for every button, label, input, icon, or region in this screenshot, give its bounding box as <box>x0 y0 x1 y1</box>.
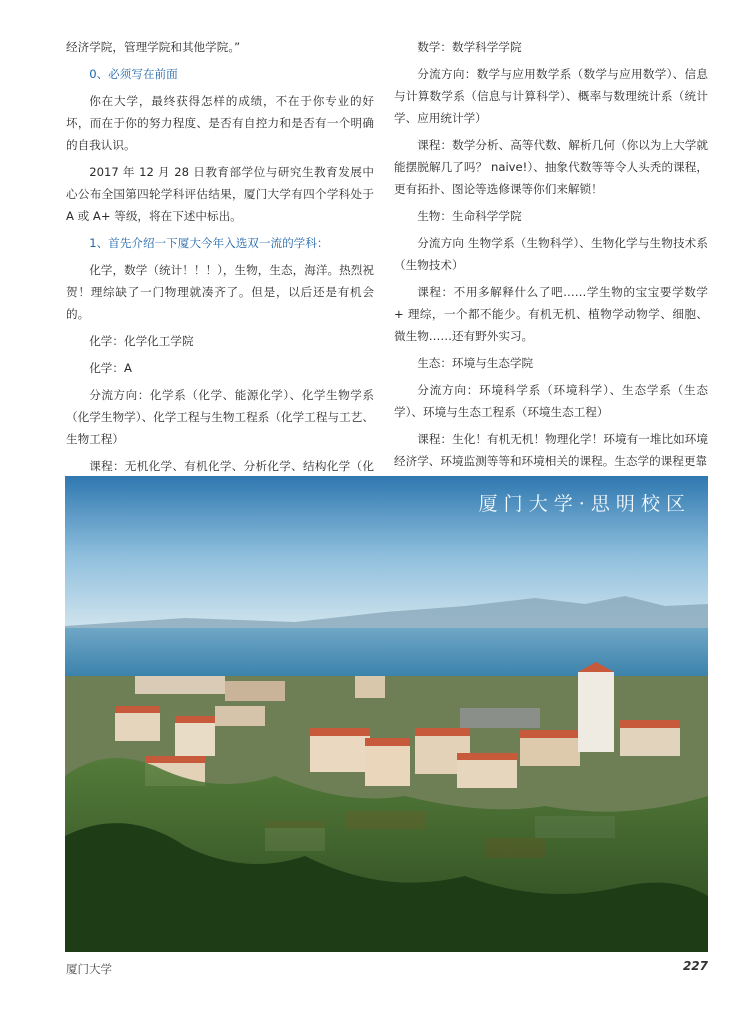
paragraph: 你在大学，最终获得怎样的成绩，不在于你专业的好坏，而在于你的努力程度、是否有自控力和是否有一个明确的自我认识。 <box>66 94 374 152</box>
paragraph: 1、首先介绍一下厦大今年入选双一流的学科： <box>89 236 329 250</box>
paragraph: 课程：数学分析、高等代数、解析几何（你以为上大学就能摆脱解几了吗？ naive!）、抽象代数等等令人头秃的课程，更有拓扑、图论等选修课等你们来解锁！ <box>394 138 708 196</box>
paragraph: 化学：A <box>89 361 132 375</box>
paragraph: 分流方向 生物学系（生物科学）、生物化学与生物技术系（生物技术） <box>394 236 708 272</box>
left-text-column <box>66 36 374 526</box>
page-number: 227 <box>682 959 708 973</box>
paragraph: 生态：环境与生态学院 <box>417 356 534 370</box>
paragraph: 课程：生化！有机无机！物理化学！环境有一堆比如环境经济学、环境监测等等和环境相关的课程。生态学的课程更靠 <box>394 432 708 468</box>
paragraph: 分流方向：环境科学系（环境科学）、生态学系（生态学）、环境与生态工程系（环境生态工程） <box>394 383 708 419</box>
photo-caption: 厦 门 大 学 · 思 明 校 区 <box>478 493 685 515</box>
footer-publication: 厦门大学 <box>66 962 112 976</box>
paragraph: 数学：数学科学学院 <box>417 40 522 54</box>
paragraph: 生物：生命科学学院 <box>417 209 522 223</box>
paragraph: 分流方向：数学与应用数学系（数学与应用数学）、信息与计算数学系（信息与计算科学）、概率与数理统计系（统计学、应用统计学） <box>394 67 708 125</box>
paragraph: 2017 年 12 月 28 日教育部学位与研究生教育发展中心公布全国第四轮学科评估结果，厦门大学有四个学科处于 A 或 A+ 等级，将在下述中标出。 <box>66 165 374 223</box>
paragraph: 分流方向：化学系（化学、能源化学）、化学生物学系（化学生物学）、化学工程与生物工程系（化学工程与工艺、生物工程） <box>66 388 374 446</box>
paragraph: 化学，数学（统计！！！），生物，生态，海洋。热烈祝贺！理综缺了一门物理就凑齐了。但是，以后还是有机会的。 <box>66 263 374 321</box>
campus-photo <box>65 476 708 952</box>
paragraph: 课程：不用多解释什么了吧……学生物的宝宝要学数学 + 理综，一个都不能少。有机无机、植物学动物学、细胞、微生物……还有野外实习。 <box>394 285 708 343</box>
paragraph: 0、必须写在前面 <box>89 67 178 81</box>
right-text-column <box>394 36 708 477</box>
paragraph: 课程：无机化学、有机化学、分析化学、结构化学（化 <box>89 459 374 473</box>
paragraph: 经济学院，管理学院和其他学院。” <box>66 40 241 54</box>
paragraph: 化学：化学化工学院 <box>89 334 194 348</box>
